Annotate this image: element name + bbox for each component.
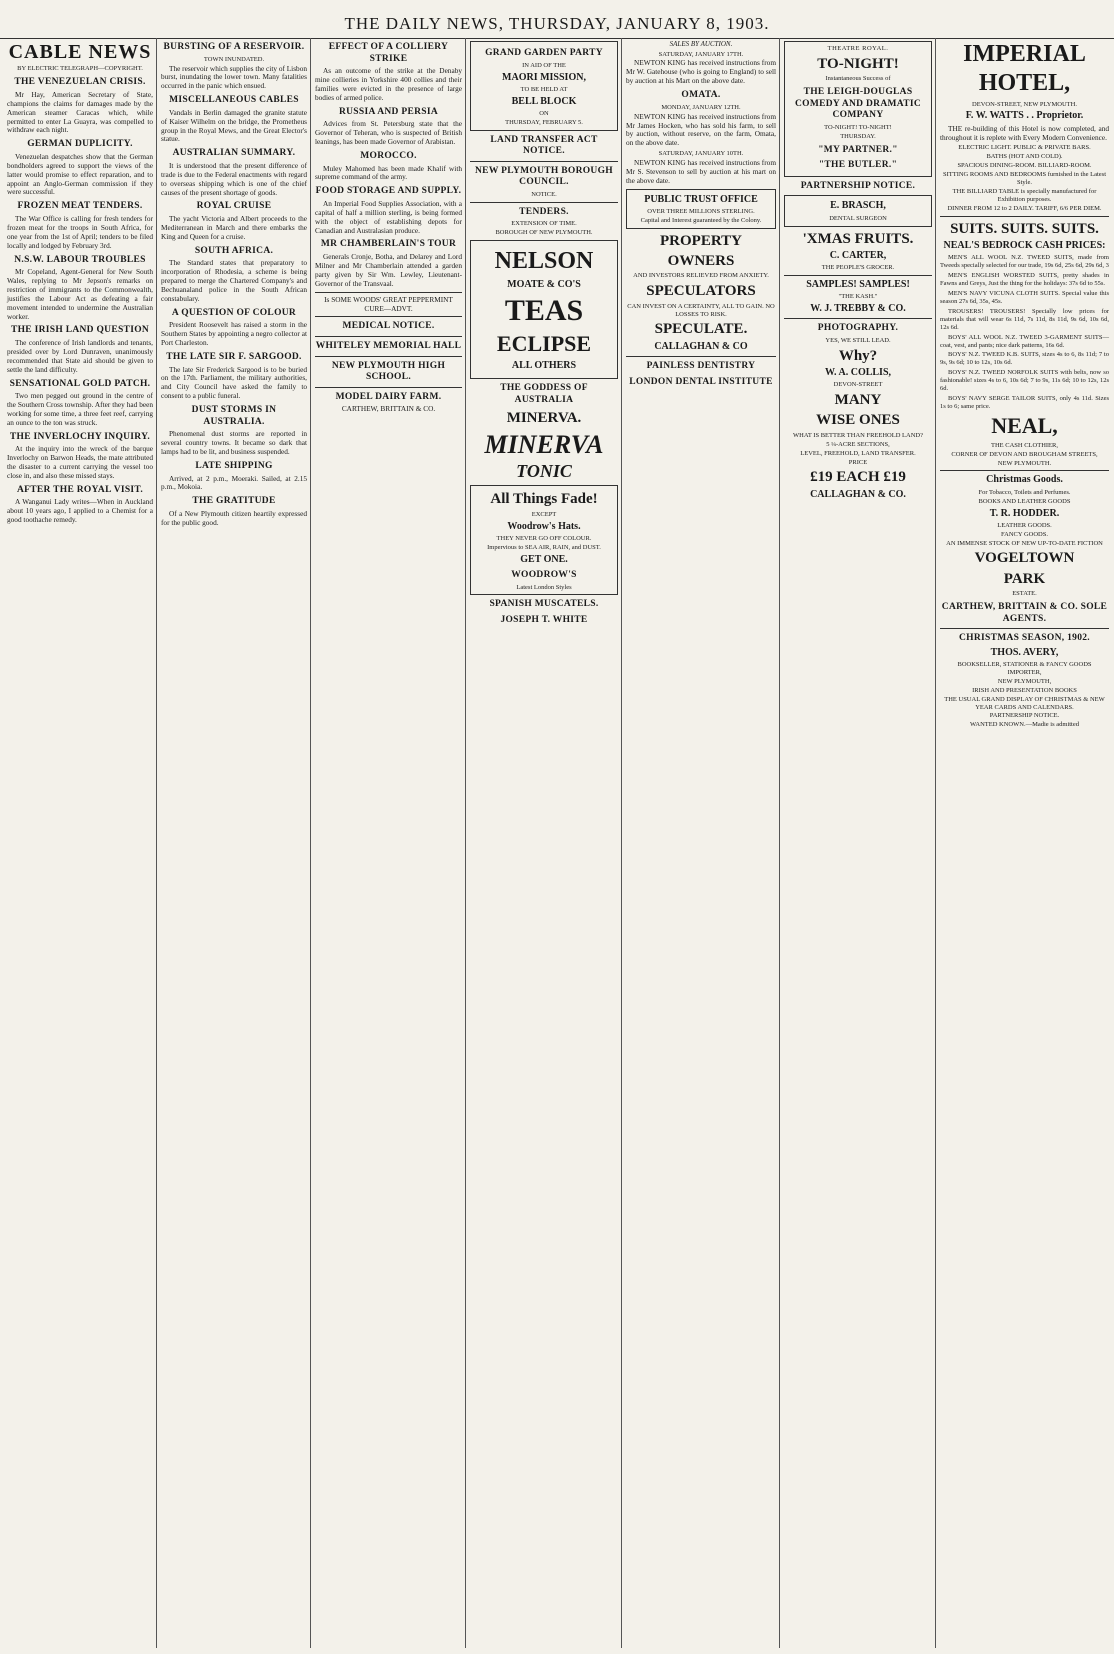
- nelson-tea-ad: [470, 240, 618, 379]
- headline: MOROCCO.: [360, 150, 417, 161]
- ad-line: PUBLIC TRUST OFFICE: [644, 193, 758, 205]
- masthead: THE DAILY NEWS, THURSDAY, JANUARY 8, 1903.: [0, 14, 1114, 39]
- ad-line: MANY: [834, 392, 882, 409]
- ad-heading: JOSEPH T. WHITE: [500, 615, 588, 625]
- ad-line: WHAT IS BETTER THAN FREEHOLD LAND?: [793, 431, 923, 439]
- headline: THE VENEZUELAN CRISIS.: [14, 77, 146, 88]
- price-line: BOYS' N.Z. TWEED K.B. SUITS, sizes 4s to 6, 8s 11d; 7 to 9s, 9s 6d; 10 to 12s, 10s 6d.: [940, 351, 1109, 367]
- ad-line: VOGELTOWN: [974, 550, 1075, 567]
- divider: [940, 470, 1109, 471]
- ad-line: IRISH AND PRESENTATION BOOKS: [972, 686, 1077, 694]
- ad-line: BOOKS AND LEATHER GOODS: [978, 497, 1071, 505]
- ad-line: TO-NIGHT!: [817, 55, 899, 72]
- ad-line: BOROUGH OF NEW PLYMOUTH.: [495, 229, 593, 237]
- ad-heading: "MY PARTNER.": [818, 144, 898, 155]
- column-rule: [465, 38, 466, 1648]
- ad-line: TEAS: [504, 293, 584, 327]
- ad-line: MAORI MISSION,: [502, 71, 586, 83]
- article-body: Two men pegged out ground in the centre of the Southern Cross township. After they had been working for some time, a three feet reef, carrying an ounce to the ton was struck.: [7, 391, 153, 427]
- ad-line: MONDAY, JANUARY 12TH.: [661, 103, 741, 111]
- ad-line: OWNERS: [667, 253, 735, 270]
- ad-line: W. J. TREBBY & CO.: [810, 303, 906, 315]
- ad-line: BELL BLOCK: [511, 95, 577, 107]
- headline: N.S.W. LABOUR TROUBLES: [14, 254, 146, 265]
- article-body: As an outcome of the strike at the Denaby mine collieries in Yorkshire 400 collies and their families were evicted in the presence of large bodies of armed police.: [315, 66, 462, 102]
- ad-line: DEVON-STREET: [833, 381, 883, 389]
- headline: BURSTING OF A RESERVOIR.: [163, 42, 305, 52]
- ad-heading: OMATA.: [681, 90, 721, 101]
- ad-line: EXCEPT: [531, 510, 557, 518]
- ad-line: PRICE: [848, 458, 868, 466]
- headline: DUST STORMS IN AUSTRALIA.: [191, 405, 277, 427]
- ad-line: C. CARTER,: [829, 249, 887, 261]
- ad-line: NEW PLYMOUTH,: [997, 677, 1052, 685]
- article-body: It is understood that the present difference of trade is due to the Federal enactments with regard to overseas shipping which is one of the chief causes of the present shortage of goods.: [161, 160, 307, 197]
- ad-line: THEY NEVER GO OFF COLOUR.: [496, 534, 592, 542]
- article-body: The yacht Victoria and Albert proceeds to the Mediterranean in March and there embarks the King and Queen for a cruise.: [161, 214, 307, 241]
- divider: [940, 628, 1109, 629]
- ad-heading: GRAND GARDEN PARTY: [485, 48, 603, 58]
- tonic-script: TONIC: [516, 460, 572, 481]
- ad-line: LEATHER GOODS.: [997, 521, 1052, 529]
- ad-line: CALLAGHAN & CO.: [810, 488, 906, 500]
- ad-line: TO BE HELD AT: [520, 85, 568, 93]
- divider: [315, 336, 462, 337]
- price-line: MEN'S ALL WOOL N.Z. TWEED SUITS, made from Tweeds specially selected for our trade, 19s 6d, 25s 6d, 29s 6d, 3: [940, 254, 1109, 270]
- article-body: THE re-building of this Hotel is now completed, and throughout it is replete with Every Modern Convenience.: [940, 123, 1109, 142]
- ad-line: 'XMAS FRUITS.: [802, 230, 914, 247]
- article-body: The reservoir which supplies the city of Lisbon burst, inundating the lower town. Many fatalities occurred in the panic which ensued.: [161, 63, 307, 91]
- ad-line: FANCY GOODS.: [1001, 530, 1048, 538]
- ad-line: ESTATE.: [1012, 590, 1037, 598]
- article-body: President Roosevelt has raised a storm in the Southern States by appointing a negro collector at Port Charleston.: [161, 320, 307, 348]
- ad-line: SATURDAY, JANUARY 10TH.: [658, 150, 744, 158]
- ad-line: E. BRASCH,: [830, 200, 886, 212]
- byline: BY ELECTRIC TELEGRAPH—COPYRIGHT.: [17, 65, 143, 73]
- ad-line: "THE KASH.": [838, 293, 878, 301]
- column-ads-4: [467, 38, 621, 1648]
- article-body: Of a New Plymouth citizen heartily expressed for the public good.: [161, 508, 307, 527]
- ad-line: F. W. WATTS . . Proprietor.: [965, 110, 1084, 122]
- ad-line: BOOKSELLER, STATIONER & FANCY GOODS IMPORTER,: [957, 660, 1092, 676]
- ad-heading: LONDON DENTAL INSTITUTE: [629, 376, 773, 387]
- ad-line: NEAL'S BEDROCK CASH PRICES:: [943, 240, 1106, 252]
- ad-line: For Tobacco, Toilets and Perfumes.: [978, 488, 1071, 496]
- article-body: Venezuelan despatches show that the German bondholders agreed to support the views of the latter would promise to effect reparation, and to appoint an Anglo-German commission if they were successful.: [7, 151, 153, 197]
- price-line: MEN'S ENGLISH WORSTED SUITS, pretty shades in Fawns and Greys, Just the thing for the holidays: 37s 6d to 55s.: [940, 272, 1109, 288]
- article-body: An Imperial Food Supplies Association, with a capital of half a million sterling, is being formed with the object of establishing depots for Canadian and Australasian produce.: [315, 198, 462, 235]
- column-news-2: [158, 38, 310, 1648]
- ad-line: NEW PLYMOUTH.: [997, 459, 1052, 467]
- article-body: Advices from St. Petersburg state that the Governor of Teheran, who is suspected of British leanings, has been made Governor of Arabistan.: [315, 119, 462, 147]
- ad-line: BATHS (HOT AND COLD).: [986, 153, 1063, 161]
- ad-line: WISE ONES: [816, 412, 900, 429]
- ad-line: IN AID OF THE: [522, 61, 566, 69]
- ad-line: THE BILLIARD TABLE is specially manufactured for Exhibition purposes.: [952, 188, 1097, 203]
- ad-line: MOATE & CO'S: [507, 278, 581, 290]
- headline: THE LATE SIR F. SARGOOD.: [166, 351, 302, 362]
- ad-line: WANTED KNOWN.—Madie is admitted: [969, 721, 1080, 729]
- ad-line: THURSDAY.: [840, 132, 876, 140]
- article-body: At the inquiry into the wreck of the barque Inverlochy on Barwon Heads, the mate attributed the disaster to a current carrying the vessel too close in, and also these missed stays.: [7, 444, 153, 480]
- headline: A QUESTION OF COLOUR: [171, 307, 297, 318]
- article-body: Generals Cronje, Botha, and Delarey and Lord Milner and Mr Chamberlain attended a garden party given by Sir Wm. Lewley, Lieutenant-Governor of the Transvaal.: [315, 252, 462, 288]
- column-rule: [935, 38, 936, 1648]
- ad-heading: PARTNERSHIP NOTICE.: [800, 180, 916, 191]
- ad-line: SATURDAY, JANUARY 17TH.: [658, 50, 744, 58]
- ad-line: PARTNERSHIP NOTICE.: [989, 712, 1060, 720]
- ad-line: CALLAGHAN & CO: [654, 340, 748, 352]
- ad-heading: "THE BUTLER.": [818, 160, 898, 171]
- ad-line: SITTING ROOMS AND BEDROOMS furnished in the Latest Style.: [942, 171, 1107, 187]
- ad-line: Why?: [838, 347, 878, 364]
- price-line: TROUSERS! TROUSERS! Specially low prices for materials that will wear 6s 11d, 7s 11d, 8s 11d, 9s 6d, 10s 6d, 12s 6d.: [940, 307, 1109, 331]
- ad-line: SPECULATE.: [654, 321, 748, 338]
- theatre-ad: [784, 41, 932, 177]
- ad-line: AND INVESTORS RELIEVED FROM ANXIETY.: [633, 272, 769, 280]
- price-line: BOYS' N.Z. TWEED NORFOLK SUITS with belts, now so fashionable! sizes 4s to 6, 10s 6d; 7 to 9s, 11s 6d; 10 to 12s, 12s 6d.: [940, 369, 1109, 393]
- divider: [315, 316, 462, 317]
- article-body: The late Sir Frederick Sargood is to be buried on the 17th. Parliament, the military authorities, and City Council have asked the family to consent to a public funeral.: [161, 364, 307, 401]
- article-body: Vandals in Berlin damaged the granite statute of Kaiser Wilhelm on the bridge, the Prometheus group in the Royal Mews, and the Great Elector's statue.: [161, 107, 307, 144]
- dentist-ad: [784, 195, 932, 226]
- headline: FOOD STORAGE AND SUPPLY.: [315, 186, 462, 197]
- ad-line: £19 EACH £19: [810, 469, 906, 486]
- ad-line: Christmas Goods.: [986, 474, 1063, 486]
- ad-line: SPACIOUS DINING-ROOM. BILLIARD-ROOM.: [957, 162, 1092, 170]
- ad-line: THE USUAL GRAND DISPLAY OF CHRISTMAS & NEW YEAR CARDS AND CALENDARS.: [944, 695, 1105, 711]
- article-body: Mr Copeland, Agent-General for New South Wales, replying to Mr Jepson's remarks on restriction of immigrants to the Commonwealth, justifies the Labour Act as defeating a fair movement intended to undermine the Australian worker.: [7, 267, 153, 321]
- ad-line: T. R. HODDER.: [989, 507, 1060, 519]
- ad-line: NELSON: [494, 248, 594, 275]
- divider: [470, 161, 618, 162]
- ad-line: Impervious to SEA AIR, RAIN, and DUST.: [487, 543, 601, 551]
- ad-line: THEATRE ROYAL.: [827, 45, 889, 52]
- headline: SOUTH AFRICA.: [194, 245, 274, 256]
- divider: [315, 292, 462, 293]
- ad-line: DEVON-STREET, NEW PLYMOUTH.: [972, 100, 1077, 108]
- section-heading: SALES BY AUCTION.: [669, 40, 733, 48]
- ad-line: THURSDAY, FEBRUARY 5.: [505, 118, 583, 126]
- ad-line: NEAL,: [991, 412, 1058, 438]
- headline: FROZEN MEAT TENDERS.: [17, 201, 143, 212]
- ad-heading: WHITELEY MEMORIAL HALL: [315, 340, 462, 351]
- price-line: BOYS' ALL WOOL N.Z. TWEED 3-GARMENT SUITS—coat, vest, and pants; nice dark patterns, 16s 6d.: [940, 333, 1109, 349]
- ad-line: 5 ¼-ACRE SECTIONS,: [826, 440, 890, 448]
- ad-line: THE CASH CLOTHIER,: [991, 441, 1058, 449]
- article-body: NEWTON KING has received instructions from Mr James Hocken, who has sold his farm, to sell by auction, without reserve, on the farm, Omata, on the above date.: [626, 111, 776, 148]
- ad-line: Woodrow's Hats.: [507, 520, 581, 532]
- article-body: NEWTON KING has received instructions from Mr W. Gatehouse (who is going to England) to sell by auction at his Mart on the above date.: [626, 58, 776, 86]
- column-rule: [156, 38, 157, 1648]
- ad-heading: WOODROW'S: [511, 569, 577, 580]
- ad-text: Is SOME WOODS' GREAT PEPPERMINT CURE—ADVT.: [324, 294, 453, 313]
- ad-line: AN IMMENSE STOCK OF NEW UP-TO-DATE FICTION: [946, 539, 1103, 547]
- ad-line: CORNER OF DEVON AND BROUGHAM STREETS,: [951, 450, 1098, 458]
- garden-party-ad: [470, 41, 618, 131]
- divider: [470, 202, 618, 203]
- ad-line: PARK: [1003, 570, 1046, 587]
- ad-line: EXTENSION OF TIME.: [511, 220, 577, 228]
- subheadline: TOWN INUNDATED.: [203, 55, 265, 63]
- article-body: Muley Mahomed has been made Khalif with supreme command of the army.: [315, 163, 462, 182]
- ad-heading: NEW PLYMOUTH BOROUGH COUNCIL.: [475, 165, 613, 188]
- article-body: The Standard states that preparatory to incorporation of Rhodesia, a scheme is being prepared to merge the Chartered Company's and Bechuanaland police in the South African constabulary.: [161, 258, 307, 303]
- ad-heading: PAINLESS DENTISTRY: [646, 360, 756, 371]
- woodrow-ad: [470, 485, 618, 595]
- ad-line: IMPERIAL HOTEL,: [963, 41, 1086, 97]
- ad-line: DENTAL SURGEON: [829, 214, 887, 222]
- ad-heading: TENDERS.: [519, 206, 569, 217]
- article-body: The conference of Irish landlords and tenants, presided over by Lord Dunraven, unanimously recommended that State aid should be given to settle the land difficulty.: [7, 338, 153, 374]
- public-trust-ad: [626, 189, 776, 229]
- column-rule: [621, 38, 622, 1648]
- divider: [315, 387, 462, 388]
- column-auctions-5: [623, 38, 779, 1648]
- ad-line: THOS. AVERY,: [990, 646, 1059, 658]
- ad-line: SPECULATORS: [646, 283, 756, 300]
- ad-line: PROPERTY: [660, 232, 742, 249]
- article-body: A Wanganui Lady writes—When in Auckland about 10 years ago, I applied to a Chemist for a good toothache remedy.: [7, 497, 153, 525]
- divider: [784, 275, 932, 276]
- ad-heading: SPANISH MUSCATELS.: [489, 599, 599, 610]
- price-line: MEN'S NAVY VICUNA CLOTH SUITS. Special value this season 27s 6d, 35s, 45s.: [940, 289, 1109, 305]
- minerva-script: MINERVA: [484, 429, 604, 459]
- ad-line: SUITS. SUITS. SUITS.: [950, 220, 1099, 237]
- column-news-3: [312, 38, 465, 1648]
- ad-heading: PHOTOGRAPHY.: [817, 323, 899, 334]
- article-body: The War Office is calling for fresh tenders for frozen meat for the troops in South Africa, for one year from the 1st of April; tenders to be filed locally and lodged by February 3rd.: [7, 213, 153, 250]
- column-cable-news: [4, 38, 156, 1648]
- ad-line: THE PEOPLE'S GROCER.: [821, 264, 895, 272]
- column-rule: [779, 38, 780, 1648]
- ad-line: GET ONE.: [520, 553, 568, 565]
- ad-line: DINNER FROM 12 to 2 DAILY. TARIFF, 6/6 PER DIEM.: [947, 204, 1102, 212]
- divider: [784, 318, 932, 319]
- divider: [315, 356, 462, 357]
- ad-line: ALL OTHERS: [511, 360, 577, 372]
- ad-line: Instantaneous Success of: [825, 75, 891, 83]
- ad-line: LEVEL, FREEHOLD, LAND TRANSFER.: [800, 449, 916, 457]
- ad-line: W. A. COLLIS,: [824, 367, 892, 379]
- ad-line: ECLIPSE: [496, 331, 592, 357]
- headline: RUSSIA AND PERSIA: [338, 106, 439, 117]
- article-body: NEWTON KING has received instructions from Mr S. Stevenson to sell by auction at his mart on the above date.: [626, 158, 776, 185]
- headline: GERMAN DUPLICITY.: [27, 139, 133, 150]
- ad-heading: THE LEIGH-DOUGLAS COMEDY AND DRAMATIC COMPANY: [794, 87, 922, 121]
- ad-line: All Things Fade!: [490, 491, 598, 508]
- headline: MR CHAMBERLAIN'S TOUR: [320, 239, 457, 250]
- headline: LATE SHIPPING: [195, 460, 273, 471]
- ad-line: ON: [539, 109, 549, 117]
- ad-line: Latest London Styles: [516, 583, 572, 591]
- divider: [626, 356, 776, 357]
- ad-heading: CHRISTMAS SEASON, 1902.: [959, 633, 1090, 644]
- column-rule: [310, 38, 311, 1648]
- article-body: Mr Hay, American Secretary of State, champions the claims for damages made by the American steamer Caracas which, while permitted to enter La Guayra, was compelled to withdraw each night.: [7, 89, 153, 135]
- headline: THE GRATITUDE: [192, 496, 276, 507]
- article-body: Phenomenal dust storms are reported in several country towns. It became so dark that lamps had to be lit, and business suspended.: [161, 429, 307, 457]
- headline: THE IRISH LAND QUESTION: [10, 325, 150, 336]
- headline: MISCELLANEOUS CABLES: [169, 95, 299, 106]
- headline: THE INVERLOCHY INQUIRY.: [9, 431, 151, 442]
- ad-line: MINERVA.: [506, 409, 582, 426]
- ad-heading: MODEL DAIRY FARM.: [335, 391, 442, 402]
- section-title: CABLE NEWS: [8, 41, 152, 63]
- divider: [940, 216, 1109, 217]
- ad-line: NOTICE.: [531, 190, 557, 198]
- ad-line: SAMPLES! SAMPLES!: [806, 278, 910, 290]
- column-ads-6: [781, 38, 935, 1648]
- column-ads-7: [937, 38, 1112, 1648]
- headline: SENSATIONAL GOLD PATCH.: [9, 378, 151, 389]
- price-line: BOYS' NAVY SERGE TAILOR SUITS, only 4s 11d. Sizes 1s to 6; same price.: [940, 395, 1109, 410]
- ad-heading: MEDICAL NOTICE.: [342, 321, 435, 332]
- ad-text: CARTHEW, BRITTAIN & CO.: [341, 404, 436, 414]
- headline: AUSTRALIAN SUMMARY.: [172, 148, 296, 159]
- headline: AFTER THE ROYAL VISIT.: [16, 484, 144, 495]
- headline: ROYAL CRUISE: [196, 201, 272, 212]
- ad-heading: CARTHEW, BRITTAIN & CO. SOLE AGENTS.: [941, 601, 1108, 624]
- ad-line: OVER THREE MILLIONS STERLING.: [647, 207, 755, 215]
- ad-line: TO-NIGHT! TO-NIGHT!: [824, 123, 892, 131]
- ad-line: CAN INVEST ON A CERTAINTY, ALL TO GAIN. NO LOSSES TO RISK.: [627, 302, 775, 318]
- ad-line: YES, WE STILL LEAD.: [825, 336, 891, 344]
- headline: EFFECT OF A COLLIERY STRIKE: [328, 42, 449, 64]
- ad-heading: NEW PLYMOUTH HIGH SCHOOL.: [331, 360, 446, 383]
- ad-line: ELECTRIC LIGHT. PUBLIC & PRIVATE BARS.: [958, 144, 1091, 152]
- ad-heading: LAND TRANSFER ACT NOTICE.: [490, 134, 598, 157]
- ad-line: Capital and Interest guaranteed by the Colony.: [640, 216, 762, 224]
- article-body: Arrived, at 2 p.m., Moeraki. Sailed, at 2.15 p.m., Mokoia.: [161, 473, 307, 492]
- ad-heading: THE GODDESS OF AUSTRALIA: [500, 383, 588, 405]
